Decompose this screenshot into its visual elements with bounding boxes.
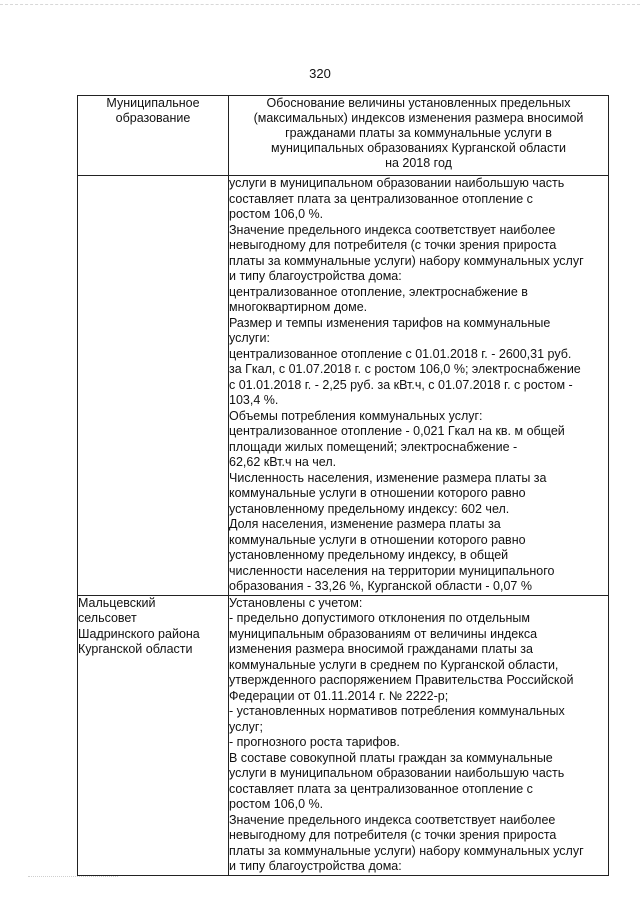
justification-cell <box>229 595 609 875</box>
scan-artifact-bottom <box>28 876 118 877</box>
text-line: и типу благоустройства дома: <box>229 859 402 873</box>
text-line: - установленных нормативов потребления коммунальных <box>229 704 565 718</box>
text-line: площади жилых помещений; электроснабжение - <box>229 439 518 454</box>
text-line: платы за коммунальные услуги) набору коммунальных услуг <box>229 253 584 268</box>
text-line: 62,62 кВт.ч на чел. <box>229 455 337 469</box>
text-line: централизованное отопление - 0,021 Гкал на кв. м общей <box>229 424 565 438</box>
text-line: численности населения на территории муниципального <box>229 563 555 578</box>
text-line: Установлены с учетом: <box>229 595 363 610</box>
text-line: Численность населения, изменение размера платы за <box>229 470 547 485</box>
municipality-cell <box>78 595 229 875</box>
text-line: Значение предельного индекса соответствует наиболее <box>229 812 556 827</box>
text-line: образования - 33,26 %, Курганской области - 0,07 % <box>229 579 532 593</box>
text-line: Мальцевский <box>78 595 156 610</box>
text-line: Шадринского района <box>78 626 200 641</box>
text-line: Объемы потребления коммунальных услуг: <box>229 408 483 423</box>
text-line: - прогнозного роста тарифов. <box>229 735 400 749</box>
text-line: услуги: <box>229 331 270 345</box>
text-line: коммунальные услуги в отношении которого равно <box>229 486 526 500</box>
scan-artifact-top <box>0 4 640 7</box>
justification-table <box>77 95 609 876</box>
text-line: составляет плата за централизованное отопление с <box>229 191 533 206</box>
text-line: услуг; <box>229 719 263 734</box>
text-line: Федерации от 01.11.2014 г. № 2222-р; <box>229 688 449 703</box>
municipality-cell <box>78 176 229 596</box>
table-header-row <box>78 96 609 176</box>
text-line: Размер и темпы изменения тарифов на коммунальные <box>229 315 551 330</box>
text-line: коммунальные услуги в среднем по Курганской области, <box>229 657 559 672</box>
text-line: Курганской области <box>78 642 193 656</box>
text-line: утвержденного распоряжением Правительства Российской <box>229 673 574 687</box>
text-line: изменения размера вносимой гражданами платы за <box>229 642 533 656</box>
text-line: невыгодному для потребителя (с точки зрения прироста <box>229 828 557 842</box>
text-line: услуги в муниципальном образовании наибольшую часть <box>229 766 565 780</box>
text-line: невыгодному для потребителя (с точки зрения прироста <box>229 238 557 252</box>
text-line: сельсовет <box>78 611 137 625</box>
table-row <box>78 595 609 875</box>
justification-cell <box>229 176 609 596</box>
text-line: установленному предельному индексу, в общей <box>229 548 509 562</box>
text-line: ростом 106,0 %. <box>229 207 324 221</box>
text-line: составляет плата за централизованное отопление с <box>229 781 533 796</box>
text-line: с 01.01.2018 г. - 2,25 руб. за кВт.ч, с 01.07.2018 г. с ростом - <box>229 377 573 392</box>
text-line: В составе совокупной платы граждан за коммунальные <box>229 750 553 765</box>
text-line: Значение предельного индекса соответствует наиболее <box>229 222 556 237</box>
text-line: муниципальным образованиям от величины индекса <box>229 626 538 641</box>
text-line: - предельно допустимого отклонения по отдельным <box>229 611 531 625</box>
text-line: ростом 106,0 %. <box>229 797 324 811</box>
text-line: за Гкал, с 01.07.2018 г. с ростом 106,0 %; электроснабжение <box>229 362 581 376</box>
text-line: платы за коммунальные услуги) набору коммунальных услуг <box>229 843 584 858</box>
header-municipality: Муниципальное образование <box>78 96 229 176</box>
page-number: 320 <box>309 66 331 81</box>
text-line: централизованное отопление с 01.01.2018 г. - 2600,31 руб. <box>229 346 572 361</box>
text-line: 103,4 %. <box>229 393 279 407</box>
text-line: Доля населения, изменение размера платы за <box>229 517 501 531</box>
text-line: услуги в муниципальном образовании наибольшую часть <box>229 176 565 190</box>
text-line: многоквартирном доме. <box>229 300 368 314</box>
text-line: коммунальные услуги в отношении которого равно <box>229 532 526 547</box>
header-justification: Обоснование величины установленных предельных (максимальных) индексов изменения размера вносимой гражданами платы за коммунальные услуги в муниципальных образованиях Курганской области на 2018 год <box>229 96 609 176</box>
text-line: установленному предельному индексу: 602 чел. <box>229 501 510 516</box>
text-line: и типу благоустройства дома: <box>229 269 402 283</box>
table-row <box>78 176 609 596</box>
text-line: централизованное отопление, электроснабжение в <box>229 284 528 299</box>
